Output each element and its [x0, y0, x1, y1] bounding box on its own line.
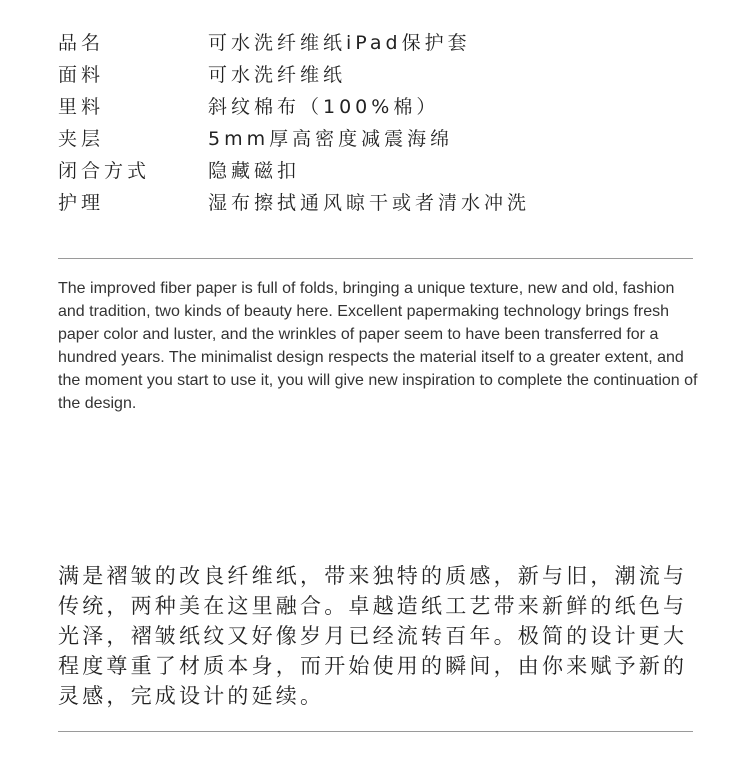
english-description: The improved fiber paper is full of folds, bringing a unique texture, new and old, fashion and tradition, two kinds of beauty here. Excellent papermaking technology brings fresh paper color and luster, and the wrinkles of paper seem to have been transferred for a hundred years. The minimalist design respects the material itself to a greater extent, and the moment you start to use it, you will give new inspiration to complete the continuation of the design. [58, 280, 698, 412]
spec-row-lining [58, 89, 698, 121]
spec-label: 夹层 [58, 127, 105, 150]
chinese-description: 满是褶皱的改良纤维纸，带来独特的质感，新与旧，潮流与传统，两种美在这里融合。卓越造纸工艺带来新鲜的纸色与光泽，褶皱纸纹又好像岁月已经流转百年。极简的设计更大程度尊重了材质本身，而开始使用的瞬间，由你来赋予新的灵感，完成设计的延续。 [58, 564, 688, 708]
spec-label: 护理 [58, 191, 105, 214]
spec-label: 里料 [58, 95, 105, 118]
divider-bottom [58, 731, 693, 732]
spec-value: 隐藏磁扣 [208, 159, 301, 182]
spec-label: 品名 [58, 31, 105, 54]
spec-row-closure [58, 153, 698, 185]
spec-label: 面料 [58, 63, 105, 86]
spec-row-care [58, 185, 698, 217]
spec-row-fabric [58, 57, 698, 89]
spec-value: 斜纹棉布（100%棉） [208, 95, 440, 118]
product-spec-list [58, 25, 698, 217]
spec-value: 可水洗纤维纸 [208, 63, 347, 86]
divider-top [58, 258, 693, 259]
spec-row-name [58, 25, 698, 57]
spec-label: 闭合方式 [58, 159, 151, 182]
spec-value: 可水洗纤维纸iPad保护套 [208, 31, 471, 54]
spec-value: 湿布擦拭通风晾干或者清水冲洗 [208, 191, 531, 214]
spec-value: 5mm厚高密度减震海绵 [208, 127, 454, 150]
spec-row-padding [58, 121, 698, 153]
